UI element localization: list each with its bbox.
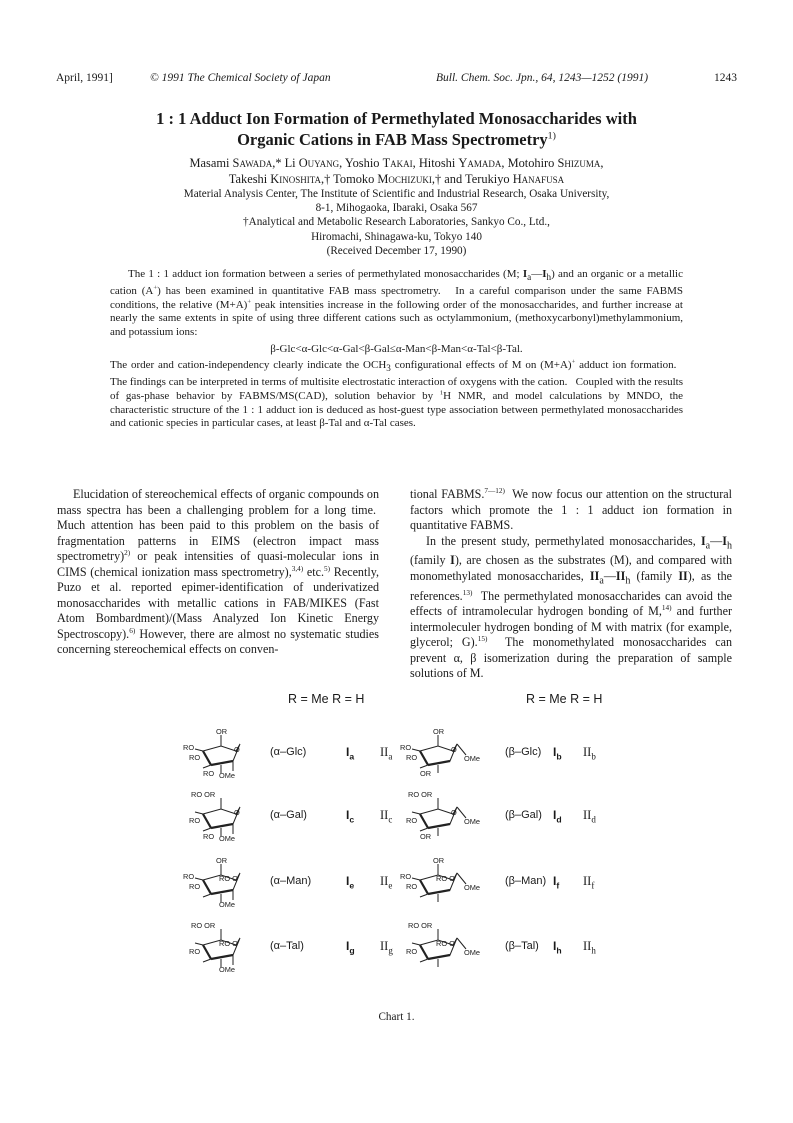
article-title: [80, 108, 713, 150]
sugar-name: (β–Gal): [505, 809, 542, 821]
structure-f: [400, 856, 580, 928]
compound-label-I: $I_h$: [553, 939, 562, 956]
anomeric-substituent-label: OMe: [219, 771, 236, 780]
body-column-left: [57, 487, 379, 658]
anomeric-substituent-label: OMe: [464, 754, 481, 763]
compound-label-I: $I_a$: [346, 745, 355, 762]
compound-label-II: $II_e$: [380, 874, 393, 891]
compound-label-II: $II_a$: [380, 745, 393, 762]
compound-label-I: $I_f$: [553, 874, 560, 891]
compound-label-II: $II_d$: [583, 808, 596, 825]
anomeric-substituent-label: OMe: [464, 948, 481, 957]
sugar-name: (α–Glc): [270, 746, 307, 758]
ring-oxygen-label: O: [234, 745, 240, 754]
substituent-label-bottom: RO: [203, 769, 215, 778]
abstract: [110, 268, 683, 431]
received-date: (Received December 17, 1990): [326, 244, 467, 257]
anomeric-substituent-label: OMe: [219, 900, 236, 909]
authors-line-1: [70, 155, 723, 171]
substituent-label-left-lower: RO: [406, 882, 418, 891]
title-line-2-text: Organic Cations in FAB Mass Spectrometry: [237, 130, 548, 149]
chart-header-left: R = Me R = H: [288, 692, 365, 706]
affiliation-line: 8-1, Mihogaoka, Ibaraki, Osaka 567: [315, 202, 478, 215]
copyright-notice: © 1991 The Chemical Society of Japan: [150, 72, 331, 84]
authors-line-2-text: Takeshi Kinoshita,† Tomoko Mochizuki,† and Terukiyo Hanafusa: [228, 172, 565, 186]
selectivity-order: β-Glc<α-Glc<α-Gal<β-Gal≤α-Man<β-Man<α-Tal<β-Tal.: [270, 342, 523, 355]
chart-header-right: R = Me R = H: [526, 692, 603, 706]
substituent-label-top: OR: [216, 727, 228, 736]
sugar-name: (β–Man): [505, 875, 547, 887]
compound-label-II: $II_h$: [583, 939, 596, 956]
authors-line-1-text: Masami Sawada,* Li Ouyang, Yoshio Takai, Hitoshi Yamada, Motohiro Shizuma,: [189, 156, 604, 170]
sugar-name: (α–Tal): [270, 940, 304, 952]
substituent-label-bottom: OR: [420, 832, 432, 841]
sugar-name: (α–Gal): [270, 809, 307, 821]
structure-g: [183, 921, 363, 993]
sugar-name: (β–Glc): [505, 746, 542, 758]
substituent-label-top: RO OR: [408, 790, 433, 799]
substituent-label-bottom: OR: [420, 769, 432, 778]
substituent-label-left: RO: [183, 743, 195, 752]
ring-oxygen-label: O: [451, 808, 457, 817]
structure-a: [183, 727, 363, 799]
substituent-label-left-lower: RO: [189, 753, 201, 762]
anomeric-substituent-label: OMe: [219, 965, 236, 974]
body-paragraph: Elucidation of stereochemical effects of organic compounds on mass spectra has been a challenging problem for a long time. Much attention has been paid to this problem on the basis of fragmentation patterns in EIMS (electron impact mass spectrometry)$^{2)}$ or peak intensities of quasi-molecular ions in CIMS (chemical ionization mass spectrometry),$^{3,4)}$ etc.$^{5)}$ Recently, Puzo et al. reported epimer-identification of underivatized monosaccharides with metallic cations in FAB/MIKES (Fast Atom Bombardment)/(Mass Analyzed Ion Kinetic Energy Spectroscopy).$^{6)}$ However, there are almost no systematic studies concerning stereochemical effects on conven-: [57, 487, 379, 656]
substituent-label-left: RO: [183, 872, 195, 881]
anomeric-substituent-label: OMe: [464, 883, 481, 892]
structure-e: [183, 856, 363, 928]
compound-label-I: $I_d$: [553, 808, 562, 825]
substituent-label-top: OR: [433, 727, 445, 736]
substituent-label-top: RO OR: [408, 921, 433, 930]
compound-label-I: $I_e$: [346, 874, 355, 891]
compound-label-I: $I_b$: [553, 745, 562, 762]
substituent-label-left: RO: [400, 872, 412, 881]
substituent-label-top: RO OR: [191, 921, 216, 930]
running-head: [56, 72, 737, 88]
sugar-name: (β–Tal): [505, 940, 539, 952]
affiliation-line: †Analytical and Metabolic Research Laboratories, Sankyo Co., Ltd.,: [243, 216, 550, 229]
ring-oxygen-label: O: [451, 745, 457, 754]
compound-label-II: $II_c$: [380, 808, 393, 825]
abstract-paragraph-2: The order and cation-independency clearly indicate the $OCH_3$ configurational effects of M on (M+A)+ adduct ion formation. The findings can be interpreted in terms of multisite electrostatic interaction of oxygens with the cation. Coupled with the results of gas-phase behavior by FABMS/MS(CAD), solution behavior by $^1$H NMR, and model calculations by MNDO, the characteristic structure of the 1 : 1 adduct ion is deduced as host-guest type association between permethylated monosaccharides and cationic species in particular cases, at least β-Tal and α-Tal cases.: [110, 358, 684, 430]
title-line-1: 1 : 1 Adduct Ion Formation of Permethylated Monosaccharides with: [156, 109, 637, 128]
substituent-label-top: RO OR: [191, 790, 216, 799]
ring-oxygen-label: RO O: [219, 939, 238, 948]
substituent-label-left-lower: RO: [406, 947, 418, 956]
chart-caption: Chart 1.: [378, 1011, 415, 1023]
compound-label-II: $II_g$: [380, 939, 393, 956]
compound-label-II: $II_b$: [583, 745, 596, 762]
structure-b: [400, 727, 580, 799]
anomeric-substituent-label: OMe: [219, 834, 236, 843]
sugar-name: (α–Man): [270, 875, 312, 887]
ring-oxygen-label: RO O: [436, 874, 455, 883]
substituent-label-left-lower: RO: [406, 816, 418, 825]
body-paragraph: In the present study, permethylated monosaccharides, $I_a—I_h$ (family I), are chosen as the substrates (M), and compared with monomethylated monosaccharides, $II_a—II_h$ (family II), as the references.$^{13)}$ The permethylated monosaccharides can avoid the effects of intramolecular hydrogen bonding of M,$^{14)}$ and further intermoleculer hydrogen bonding of M with matrix (for example, glycerol; G).$^{15)}$ The monomethylated monosaccharides can prevent α, β isomerization during the preparation of sample solutions of M.: [410, 533, 733, 681]
structure-h: [400, 921, 580, 993]
body-column-right: [410, 487, 732, 682]
substituent-label-top: OR: [216, 856, 228, 865]
affiliation-line: Material Analysis Center, The Institute of Scientific and Industrial Research, Osaka University,: [183, 188, 610, 200]
substituent-label-left-lower: RO: [189, 816, 201, 825]
structure-c: [183, 790, 363, 862]
author-list: [70, 155, 723, 187]
ring-oxygen-label: RO O: [436, 939, 455, 948]
substituent-label-bottom: RO: [203, 832, 215, 841]
substituent-label-left: RO: [400, 743, 412, 752]
substituent-label-left-lower: RO: [189, 882, 201, 891]
journal-citation: Bull. Chem. Soc. Jpn., 64, 1243—1252 (1991): [436, 72, 649, 84]
authors-line-2: [70, 171, 723, 187]
issue-date: April, 1991]: [56, 72, 113, 84]
page-number: 1243: [714, 72, 737, 84]
substituent-label-left-lower: RO: [189, 947, 201, 956]
title-line-2: [80, 129, 713, 150]
compound-label-II: $II_f$: [583, 874, 595, 891]
compound-label-I: $I_g$: [346, 939, 355, 956]
ring-oxygen-label: RO O: [219, 874, 238, 883]
anomeric-substituent-label: OMe: [464, 817, 481, 826]
body-paragraph: tional FABMS.$^{7—12)}$ We now focus our attention on the structural factors which promote the 1 : 1 adduct ion formation in quantitative FABMS.: [410, 486, 732, 532]
affiliations: [60, 187, 733, 258]
compound-label-I: $I_c$: [346, 808, 355, 825]
affiliation-line: Hiromachi, Shinagawa-ku, Tokyo 140: [311, 230, 482, 243]
substituent-label-left-lower: RO: [406, 753, 418, 762]
structure-d: [400, 790, 580, 862]
ring-oxygen-label: O: [234, 808, 240, 817]
substituent-label-top: OR: [433, 856, 445, 865]
title-footnote-ref: 1): [547, 130, 556, 142]
abstract-paragraph-1: The 1 : 1 adduct ion formation between a series of permethylated monosaccharides (M; $I_a—I_h$) and an organic or a metallic cation (A+) has been examined in quantitative FAB mass spectrometry. In a careful comparison under the same FABMS conditions, the relative (M+A)+ peak intensities increase in the following order of the monosaccharides, and further increase at nearly the same extents in spite of using three different cations such as octylammonium, (methoxycarbonyl)methylammonium, and potassium ions:: [110, 268, 684, 338]
